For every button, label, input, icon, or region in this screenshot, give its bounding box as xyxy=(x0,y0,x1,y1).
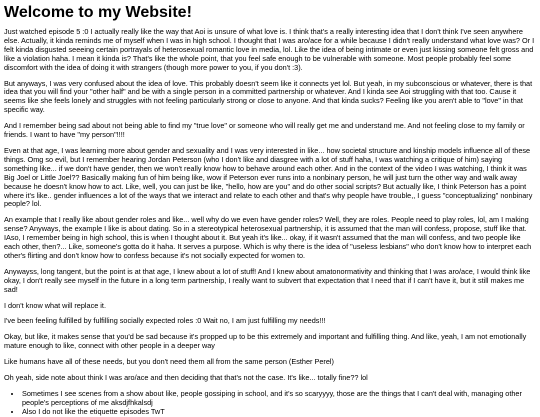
paragraph-gender-roles-example: An example that I really like about gender roles and like... well why do we even have gender roles? Well, they are roles. People need to play roles, lol, am I making sense? Anyways, the example I like is about dating. So in a stereotypical heterosexual partnership, it is assumed that the man will confess, propose, stuff like that. IAso, I remember being in high school, this is when I thought about it. But yeah it's like... okay, if it wasn't assumed that the man will confess, and two people like each other, then?... Like, someone's gotta do it haha. It serves a purpose. Which is why there is the idea of "useless lesbians" who don't know how to interpret each other's flirting and don't know how to confess because it's not socially expected for women to. xyxy=(4,215,532,260)
paragraph-fulfilled: I've been feeling fulfilled by fulfilling socially expected roles :0 Wait no, I am just fulfilling my needs!!! xyxy=(4,316,326,326)
paragraph-what-will-replace: I don't know what will replace it. xyxy=(4,300,106,310)
bullet-list xyxy=(4,390,536,417)
paragraph-episode-5: Just watched episode 5 :0 I actually really like the way that Aoi is unsure of what love is. I think that's a really interesting idea that I don't think I've seen anywhere else. Actually, it kinda reminds me of myself when I was in high school. I thought that I was aro/ace for a while because I didn't really understand what love was? Or I felt kinda disgusted seeeing certain portrayals of heterosexual romantic love in media, lol. Like the idea of being intimate or even just kissing someone felt gross and like a violation haha. I mean it kinda is? That's like the whole point, that you feel safe enough to be vulnerable with someone. Most people probably feel some discomfort with the idea of doing it with strangers (though more power to you, if you don't :3). xyxy=(4,27,535,72)
paragraph-gender-and-sexuality: Even at that age, I was learning more about gender and sexuality and I was very interested in like... how societal structure and kinship models influence all of these things. Omg so evil, but I remember hearing Jordan Peterson (who I don't like and diasgree with a lot of stuff haha, I was watching a critique of him) saying something like... if we don't have gender, then we won't really know how to behave around each other. And in the context of the video I was watching, I think it was Big Joel or Little Joel?? Basically making fun of him being like, wow if Peterson ever runs into a nonbinary person, he will just turn the other way and walk away because he doesn't know how to act. Like, well, you can just be like, "hello, how are you" and do other social scripts? But actually like, I think Peterson has a point where it's like.. gender influences a lot of the ways that we interact and relate to each other and that's why people have trouble,, I guess "conceptualizing" nonbinary people? lol. xyxy=(4,145,533,209)
list-item: • Sometimes I see scenes from a show about like, people gossiping in school, and it's so scaryyyy, those are the things that I can't deal with, managing other people's perceptions of me aksdjfhkalsdj xyxy=(22,390,536,408)
paragraph-makes-sense: Okay, but like, it makes sense that you'd be sad because it's propped up to be this extremely and important and fulfilling thing. And like, yeah, I am not emotionally mature enough to like, connect with other people in a deeper way xyxy=(4,332,527,351)
list-item: • Also I do not like the etiquette episodes TwT xyxy=(22,408,536,417)
page-title: Welcome to my Website! xyxy=(4,4,192,21)
paragraph-confused-about-love: But anyways, I was very confused about the idea of love. This probably doesn't seem like it connects yet lol. But yeah, in my subconscious or whatever, there is that idea that you will find your "other half" and be with a single person in a committed partnership or whatever. And I kinda see Aoi struggling with that too. Cause it seems like she feels lonely and struggles with not feeling particularly strong or close to anyone. And that kinda sucks? Feeling like you aren't able to "love" in that specific way. xyxy=(4,78,533,115)
paragraph-long-tangent: Anywayss, long tangent, but the point is at that age, I knew about a lot of stuff! And I knew about amatonormativity and thinking that I was aro/ace, I would think like okay, I don't really see myself in the future in a long term partnership, I really want to subvert that expectation that I need that if I can't have it, but it still makes me sad! xyxy=(4,266,531,294)
paragraph-true-love: And I remember being sad about not being able to find my "true love" or someone who will really get me and understand me. And not feeling close to my family or friends. I want to have "my person"!!!! xyxy=(4,121,525,140)
paragraph-humans-needs: Like humans have all of these needs, but you don't need them all from the same person (Esther Perel) xyxy=(4,357,334,367)
paragraph-side-note: Oh yeah, side note about think I was aro/ace and then deciding that that's not the case. It's like... totally fine?? lol xyxy=(4,373,368,383)
